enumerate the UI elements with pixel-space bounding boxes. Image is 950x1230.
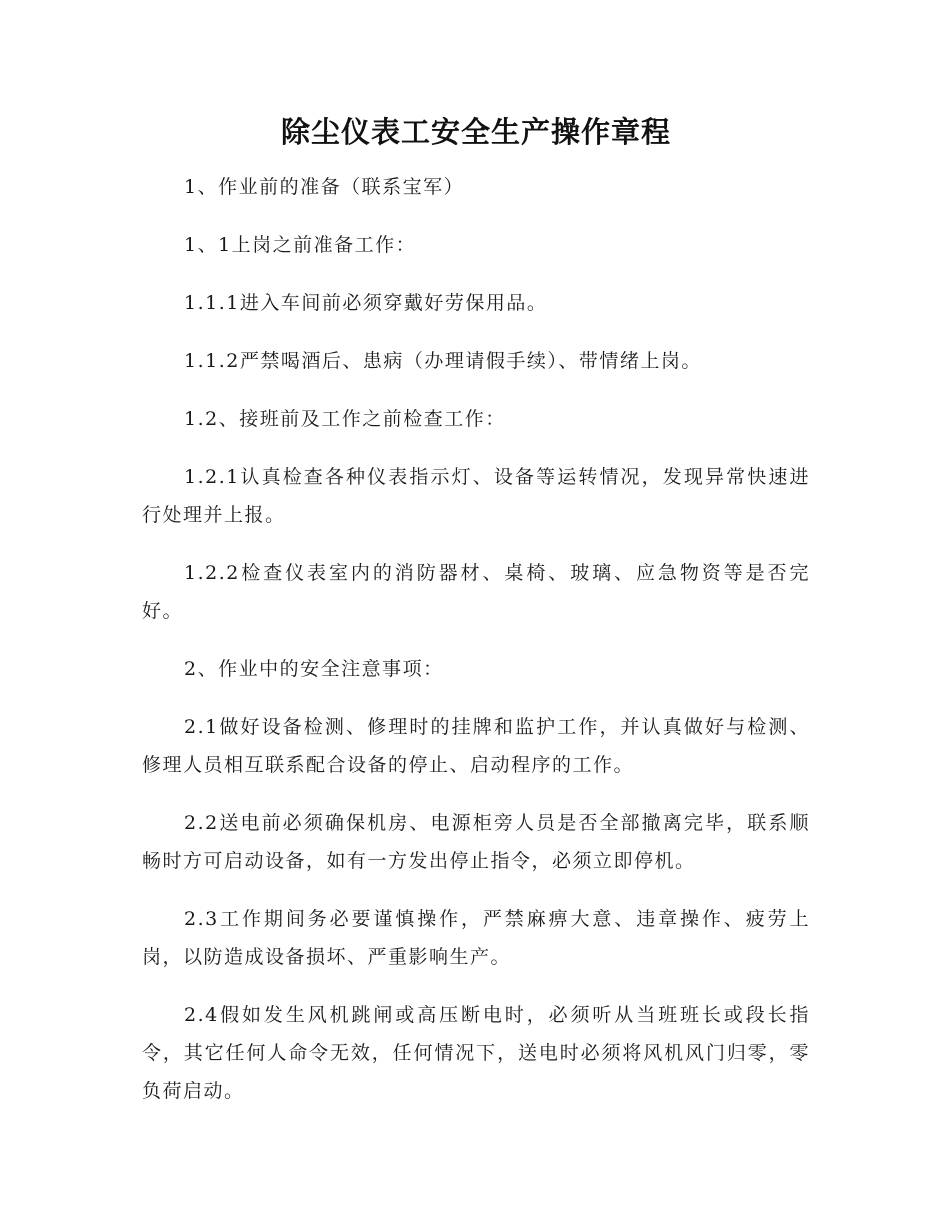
document-page xyxy=(142,112,810,1130)
paragraph-item-1-2-1: 1.2.1认真检查各种仪表指示灯、设备等运转情况，发现异常快速进行处理并上报。 xyxy=(142,466,810,526)
paragraph-section-1-1: 1、1上岗之前准备工作： xyxy=(184,234,417,256)
document-title: 除尘仪表工安全生产操作章程 xyxy=(280,115,671,149)
paragraph-section-1: 1、作业前的准备（联系宝军） xyxy=(184,176,465,198)
paragraph-item-2-4: 2.4假如发生风机跳闸或高压断电时，必须听从当班班长或段长指令，其它任何人命令无效，任何情况下，送电时必须将风机风门归零，零负荷启动。 xyxy=(142,1004,810,1102)
paragraph-item-1-1-1: 1.1.1进入车间前必须穿戴好劳保用品。 xyxy=(184,292,548,314)
paragraph-item-2-1: 2.1做好设备检测、修理时的挂牌和监护工作，并认真做好与检测、修理人员相互联系配合设备的停止、启动程序的工作。 xyxy=(142,716,810,776)
paragraph-item-1-2-2: 1.2.2检查仪表室内的消防器材、桌椅、玻璃、应急物资等是否完好。 xyxy=(142,562,810,622)
paragraph-item-2-3: 2.3工作期间务必要谨慎操作，严禁麻痹大意、违章操作、疲劳上岗，以防造成设备损坏、严重影响生产。 xyxy=(142,908,810,968)
paragraph-item-2-2: 2.2送电前必须确保机房、电源柜旁人员是否全部撤离完毕，联系顺畅时方可启动设备，如有一方发出停止指令，必须立即停机。 xyxy=(142,812,810,872)
paragraph-section-2: 2、作业中的安全注意事项： xyxy=(184,658,444,680)
paragraph-section-1-2: 1.2、接班前及工作之前检查工作： xyxy=(184,408,506,430)
paragraph-item-1-1-2: 1.1.2严禁喝酒后、患病（办理请假手续）、带情绪上岗。 xyxy=(184,350,702,372)
